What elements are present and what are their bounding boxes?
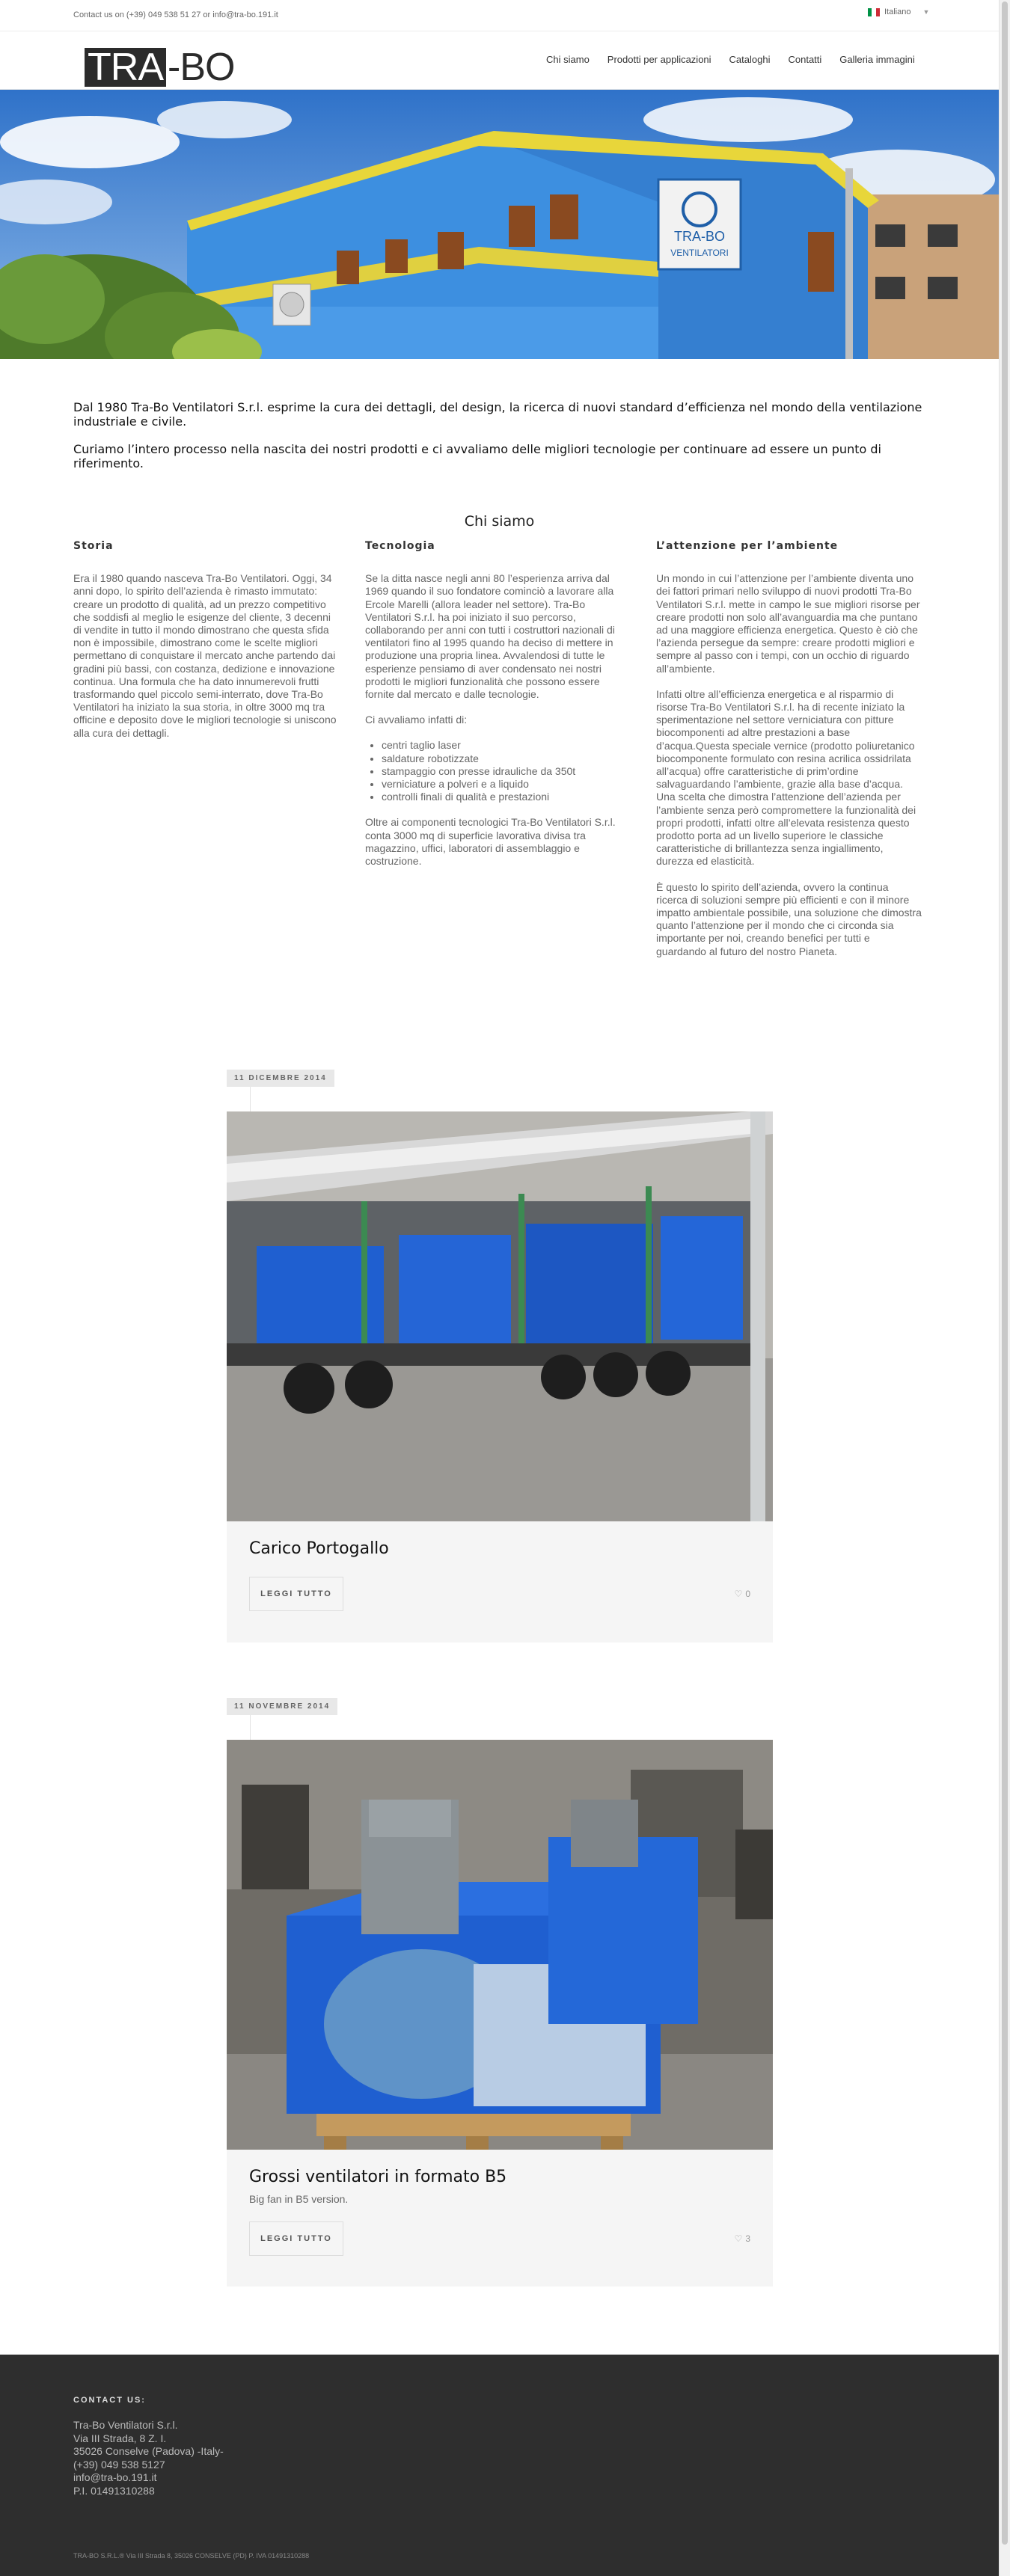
- blog-post: [227, 1070, 773, 1643]
- logo[interactable]: [85, 48, 236, 87]
- footer-legal: TRA-BO S.R.L.® Via III Strada 8, 35026 CONSELVE (PD) P. IVA 01491310288: [73, 2552, 310, 2560]
- list-item: • centri taglio laser: [382, 739, 631, 752]
- read-more-button[interactable]: LEGGI TUTTO: [249, 1577, 343, 1611]
- fans-workshop-illustration: [227, 1740, 773, 2150]
- nav-item-galleria[interactable]: Galleria immagini: [839, 54, 915, 65]
- top-bar: [0, 0, 999, 31]
- blog-post: [227, 1698, 773, 2287]
- likes-counter[interactable]: [735, 2233, 750, 2244]
- footer-phone[interactable]: (+39) 049 538 5127: [73, 2458, 165, 2471]
- vertical-scrollbar[interactable]: [999, 0, 1010, 2576]
- column-heading: Storia: [73, 540, 114, 552]
- heart-icon: ♡: [734, 1589, 743, 1599]
- column-text: Se la ditta nasce negli anni 80 l’esperienza arriva dal 1969 quando il suo fondatore cominciò a lavorare alla Ercole Marelli (allora leader nel settore). Tra-Bo Ventilatori S.r.l. ha poi iniziato il suo percorso, collaborando per anni con tutti i costruttori nazionali di ventilatori fino al 1995 quando ha deciso di mettere in produzione una propria linea. Avvalendosi di tutte le esperienze pensiamo di aver condensato nei nostri prodotti le migliori funzionalità che possono essere fornite dal mercato e dalle tecnologie.: [365, 572, 615, 701]
- list-item: • stampaggio con presse idrauliche da 350t: [382, 765, 631, 778]
- hero-sign-name: TRA-BO: [673, 229, 726, 244]
- likes-count: 3: [745, 2233, 750, 2244]
- post-image-fans[interactable]: [227, 1740, 773, 2150]
- read-more-button[interactable]: LEGGI TUTTO: [249, 2221, 343, 2256]
- chevron-down-icon: ▼: [922, 8, 930, 16]
- top-contact-text: Contact us on (+39) 049 538 51 27 or info@tra-bo.191.it: [73, 10, 278, 19]
- post-image-truck[interactable]: [227, 1111, 773, 1521]
- post-title[interactable]: Grossi ventilatori in formato B5: [249, 2168, 507, 2186]
- footer-vat: P.I. 01491310288: [73, 2484, 155, 2497]
- post-body: [227, 2150, 773, 2287]
- post-body: [227, 1521, 773, 1643]
- post-date: 11 DICEMBRE 2014: [227, 1070, 334, 1087]
- footer-street: Via III Strada, 8 Z. I.: [73, 2432, 167, 2444]
- language-label: Italiano: [884, 7, 911, 16]
- column-text: È questo lo spirito dell’azienda, ovvero la continua ricerca di soluzioni sempre più efficienti e con il minore impatto ambientale possibile, una soluzione che dimostra quanto l’attenzione per il mondo che ci circonda sia importante per noi, creando benefici per tutti e guardando al futuro del nostro Pianeta.: [656, 880, 922, 957]
- column-text: Un mondo in cui l’attenzione per l’ambiente diventa uno dei fattori primari nello sviluppo di nuovi prodotti Tra-Bo Ventilatori S.r.l. mette in campo le sue migliori risorse per creare prodotti non solo all’avanguardia ma che puntano ad una maggiore efficienza energetica. Questo è ciò che l’azienda persegue da sempre: creare prodotti migliori e sempre al passo con i tempi, con un occhio di riguardo all’ambiente.: [656, 572, 920, 675]
- likes-count: 0: [745, 1589, 750, 1599]
- footer-city: 35026 Conselve (Padova) -Italy-: [73, 2445, 224, 2457]
- column-ambiente: [656, 540, 922, 971]
- section-title-chi-siamo: Chi siamo: [464, 513, 535, 530]
- column-heading: L’attenzione per l’ambiente: [656, 540, 839, 552]
- intro-paragraph-1: Dal 1980 Tra-Bo Ventilatori S.r.l. esprime la cura dei dettagli, del design, la ricerca di nuovi standard d’efficienza nel mondo della ventilazione industriale e civile.: [73, 400, 922, 429]
- footer-heading: CONTACT US:: [73, 2396, 146, 2405]
- likes-counter[interactable]: [735, 1589, 750, 1599]
- nav-item-chi-siamo[interactable]: Chi siamo: [546, 54, 590, 65]
- footer-company: Tra-Bo Ventilatori S.r.l.: [73, 2419, 178, 2431]
- logo-text-light: -BO: [168, 46, 235, 89]
- main-nav: [546, 54, 915, 65]
- footer-email[interactable]: info@tra-bo.191.it: [73, 2471, 157, 2483]
- column-text: Infatti oltre all’efficienza energetica e al risparmio di risorse Tra-Bo Ventilatori S.r.l. ha di recente iniziato la sperimentazione nel settore verniciatura con pitture biocomponenti ad altre prestazioni a base d’acqua.Questa speciale vernice (prodotto poliuretanico biocomponente formulato con resina acrilica ossidrilata all’acqua) offre caratteristiche di prim’ordine salvaguardando l’ambiente, grazie alla base d’acqua. Una scelta che dimostra l’attenzione dell’azienda per l’ambiente senza però compromettere la funzionalità dei propri prodotti, infatti oltre all’elevata resistenza questo prodotto porta ad un livello superiore le classiche caratteristiche di brillantezza senza ingiallimento, durezza ed elasticità.: [656, 687, 916, 868]
- post-title[interactable]: Carico Portogallo: [249, 1539, 389, 1558]
- site-header: [0, 31, 999, 90]
- heart-icon: ♡: [734, 2233, 743, 2244]
- logo-text-dark: TRA: [85, 48, 166, 87]
- list-item: • controlli finali di qualità e prestazioni: [382, 791, 631, 803]
- post-date: 11 NOVEMBRE 2014: [227, 1698, 337, 1715]
- nav-item-cataloghi[interactable]: Cataloghi: [729, 54, 771, 65]
- column-text: Ci avvaliamo infatti di:: [365, 714, 468, 726]
- column-storia: [73, 540, 340, 752]
- post-excerpt: Big fan in B5 version.: [249, 2193, 349, 2205]
- intro-text: [73, 400, 934, 484]
- truck-illustration: [227, 1111, 773, 1521]
- hero-sign-subtitle: VENTILATORI: [670, 248, 729, 258]
- footer-address: [73, 2419, 224, 2497]
- nav-item-contatti[interactable]: Contatti: [788, 54, 822, 65]
- italy-flag-icon: [868, 8, 880, 16]
- hero-image: [0, 90, 999, 359]
- list-item: • verniciature a polveri e a liquido: [382, 778, 631, 791]
- technology-list: [382, 739, 631, 803]
- column-text: Oltre ai componenti tecnologici Tra-Bo Ventilatori S.r.l. conta 3000 mq di superficie lavorativa divisa tra magazzino, uffici, laboratori di assemblaggio e costruzione.: [365, 816, 616, 868]
- column-text: Era il 1980 quando nasceva Tra-Bo Ventilatori. Oggi, 34 anni dopo, lo spirito dell’azienda è rimasto immutato: creare un prodotto di qualità, ad un prezzo competitivo che soddisfi al meglio le esigenze del cliente, 3 decenni di vendite in tutto il mondo dimostrano che questa sfida non è impossibile, dimostrano come le scelte migliori permettano di conquistare il mercato anche partendo dai gradini più bassi, con costanza, dedizione e innovazione continua. Una formula che ha dato innumerevoli frutti trasformando quel piccolo semi-interrato, dove Tra-Bo Ventilatori ha iniziato la sua storia, in oltre 3000 mq tra officine e deposito dove le migliori tecnologie si uniscono alla cura dei dettagli.: [73, 572, 337, 739]
- column-heading: Tecnologia: [365, 540, 435, 552]
- language-selector[interactable]: [868, 7, 929, 16]
- intro-paragraph-2: Curiamo l’intero processo nella nascita dei nostri prodotti e ci avvaliamo delle migliori tecnologie per continuare ad essere un punto di riferimento.: [73, 442, 881, 470]
- list-item: • saldature robotizzate: [382, 752, 631, 765]
- column-tecnologia: [365, 540, 631, 880]
- site-footer: [0, 2355, 999, 2576]
- nav-item-prodotti[interactable]: Prodotti per applicazioni: [607, 54, 711, 65]
- hero-building-illustration: [0, 90, 999, 359]
- scrollbar-thumb[interactable]: [1002, 1, 1008, 2545]
